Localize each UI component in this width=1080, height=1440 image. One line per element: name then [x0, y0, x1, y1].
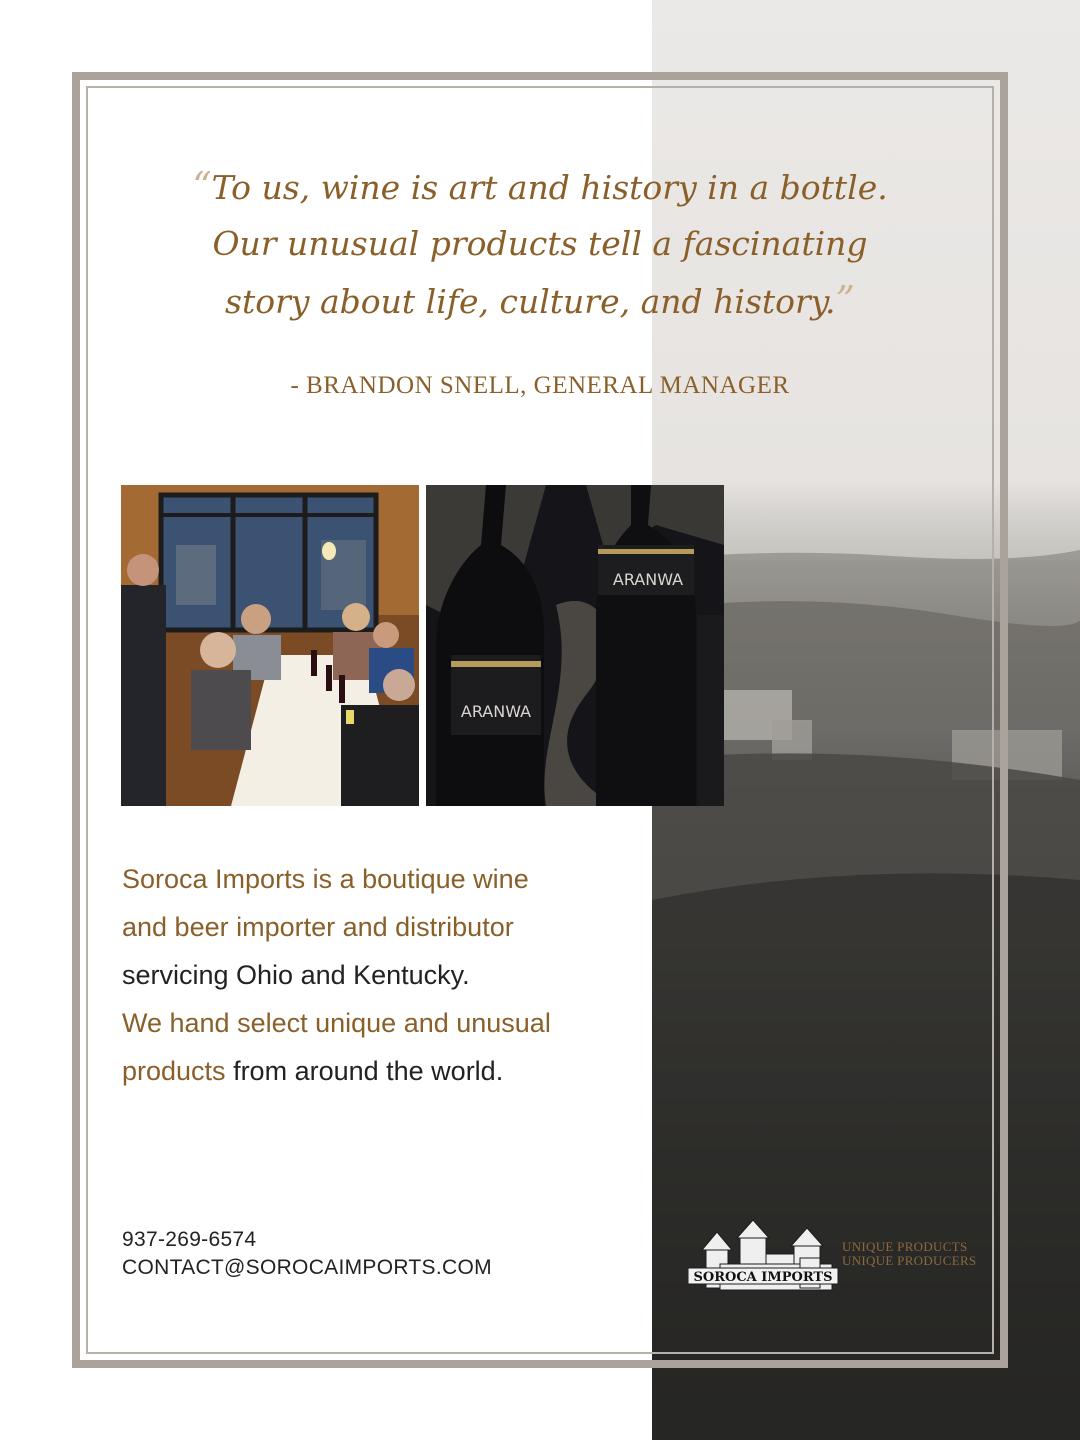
quote-line-2: Our unusual products tell a fascinating — [212, 224, 868, 263]
email-link[interactable]: CONTACT@SOROCAIMPORTS.COM — [122, 1256, 492, 1279]
bottle-label-2: ARANWA — [612, 570, 684, 589]
description-line-2: and beer importer and distributor — [122, 912, 514, 942]
logo-name: SOROCA IMPORTS — [693, 1270, 833, 1285]
logo-tagline — [842, 1240, 976, 1268]
description-line-5-accent: products — [122, 1056, 226, 1086]
company-description — [122, 855, 652, 1095]
description-line-3: servicing Ohio and Kentucky. — [122, 960, 470, 990]
phone-number[interactable]: 937-269-6574 — [122, 1228, 257, 1251]
bottle-label-1: ARANWA — [460, 702, 532, 721]
tasting-event-photo — [121, 485, 419, 806]
description-line-5-rest: from around the world. — [225, 1056, 504, 1086]
open-quote-mark: “ — [192, 164, 212, 208]
contact-info — [122, 1226, 492, 1282]
description-line-1: Soroca Imports is a boutique wine — [122, 864, 529, 894]
tagline-line-1: UNIQUE PRODUCTS — [842, 1239, 968, 1254]
quote-line-1: To us, wine is art and history in a bottle. — [211, 168, 888, 207]
wine-bottles-photo — [426, 485, 724, 806]
quote-block — [150, 158, 930, 330]
quote-attribution: - BRANDON SNELL, GENERAL MANAGER — [290, 372, 790, 399]
quote-line-3: story about life, culture, and history. — [225, 282, 836, 321]
tagline-line-2: UNIQUE PRODUCERS — [842, 1253, 977, 1268]
description-line-4: We hand select unique and unusual — [122, 1008, 551, 1038]
close-quote-mark: ” — [835, 278, 855, 322]
